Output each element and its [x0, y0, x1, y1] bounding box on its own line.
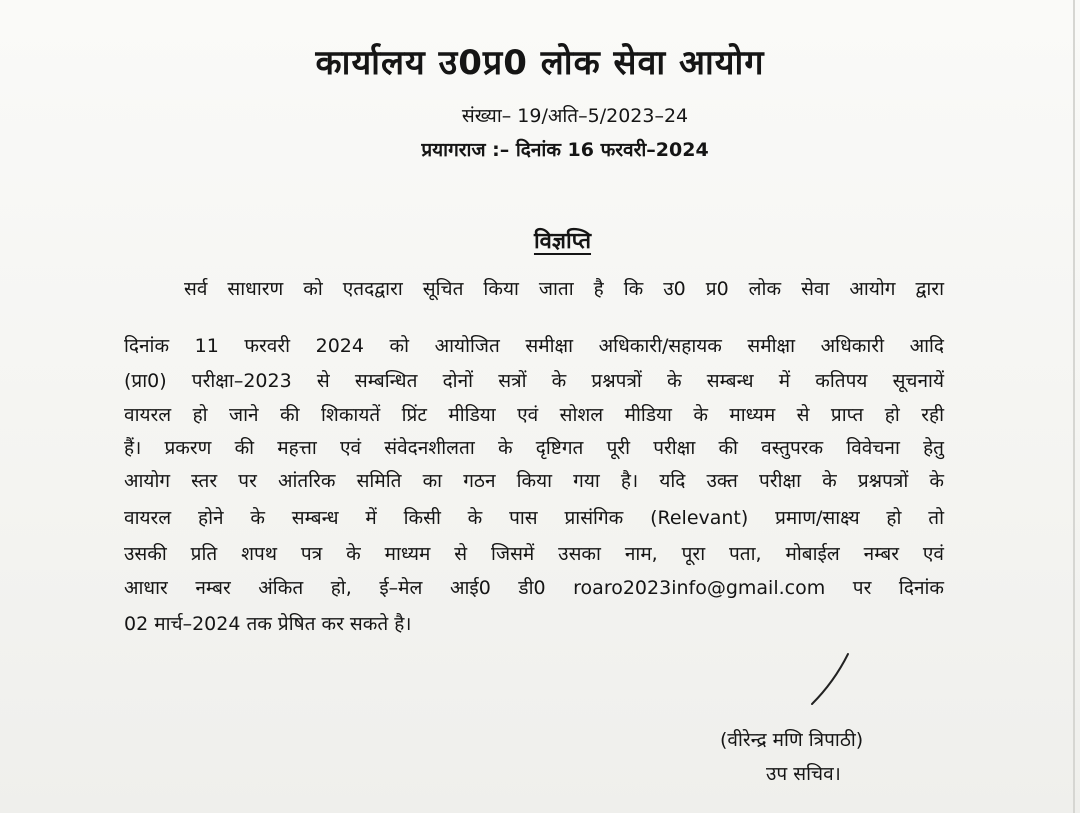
notice-line: (प्रा0) परीक्षा–2023 से सम्बन्धित दोनों सत्रों के प्रश्नपत्रों के सम्बन्ध में कतिपय सूचनायें: [124, 370, 944, 392]
notice-line: आयोग स्तर पर आंतरिक समिति का गठन किया गया है। यदि उक्त परीक्षा के प्रश्नपत्रों के: [124, 470, 944, 492]
notice-line: सर्व साधारण को एतदद्वारा सूचित किया जाता है कि उ0 प्र0 लोक सेवा आयोग द्वारा: [184, 278, 944, 300]
signature-mark: [800, 650, 860, 710]
office-title: कार्यालय उ0प्र0 लोक सेवा आयोग: [315, 43, 765, 83]
notice-line: आधार नम्बर अंकित हो, ई–मेल आई0 डी0 roaro2023info@gmail.com पर दिनांक: [124, 577, 944, 599]
notice-line: हैं। प्रकरण की महत्ता एवं संवेदनशीलता के दृष्टिगत पूरी परीक्षा की वस्तुपरक विवेचना हेतु: [124, 437, 944, 459]
notice-line: वायरल हो जाने की शिकायतें प्रिंट मीडिया एवं सोशल मीडिया के माध्यम से प्राप्त हो रही: [124, 404, 944, 426]
signatory-name: (वीरेन्द्र मणि त्रिपाठी): [720, 729, 864, 751]
notice-heading: [0, 225, 1080, 255]
notice-line: वायरल होने के सम्बन्ध में किसी के पास प्रासंगिक (Relevant) प्रमाण/साक्ष्य हो तो: [124, 507, 944, 529]
reference-number: संख्या– 19/अति–5/2023–24: [461, 105, 689, 127]
notice-heading-text: विज्ञप्ति: [533, 229, 592, 254]
signatory-designation: उप सचिव।: [766, 763, 841, 785]
notice-line: उसकी प्रति शपथ पत्र के माध्यम से जिसमें उसका नाम, पूरा पता, मोबाईल नम्बर एवं: [124, 543, 944, 565]
place-date: प्रयागराज :– दिनांक 16 फरवरी–2024: [421, 139, 709, 161]
notice-line: 02 मार्च–2024 तक प्रेषित कर सकते है।: [124, 613, 412, 635]
notice-line: दिनांक 11 फरवरी 2024 को आयोजित समीक्षा अधिकारी/सहायक समीक्षा अधिकारी आदि: [124, 335, 944, 357]
